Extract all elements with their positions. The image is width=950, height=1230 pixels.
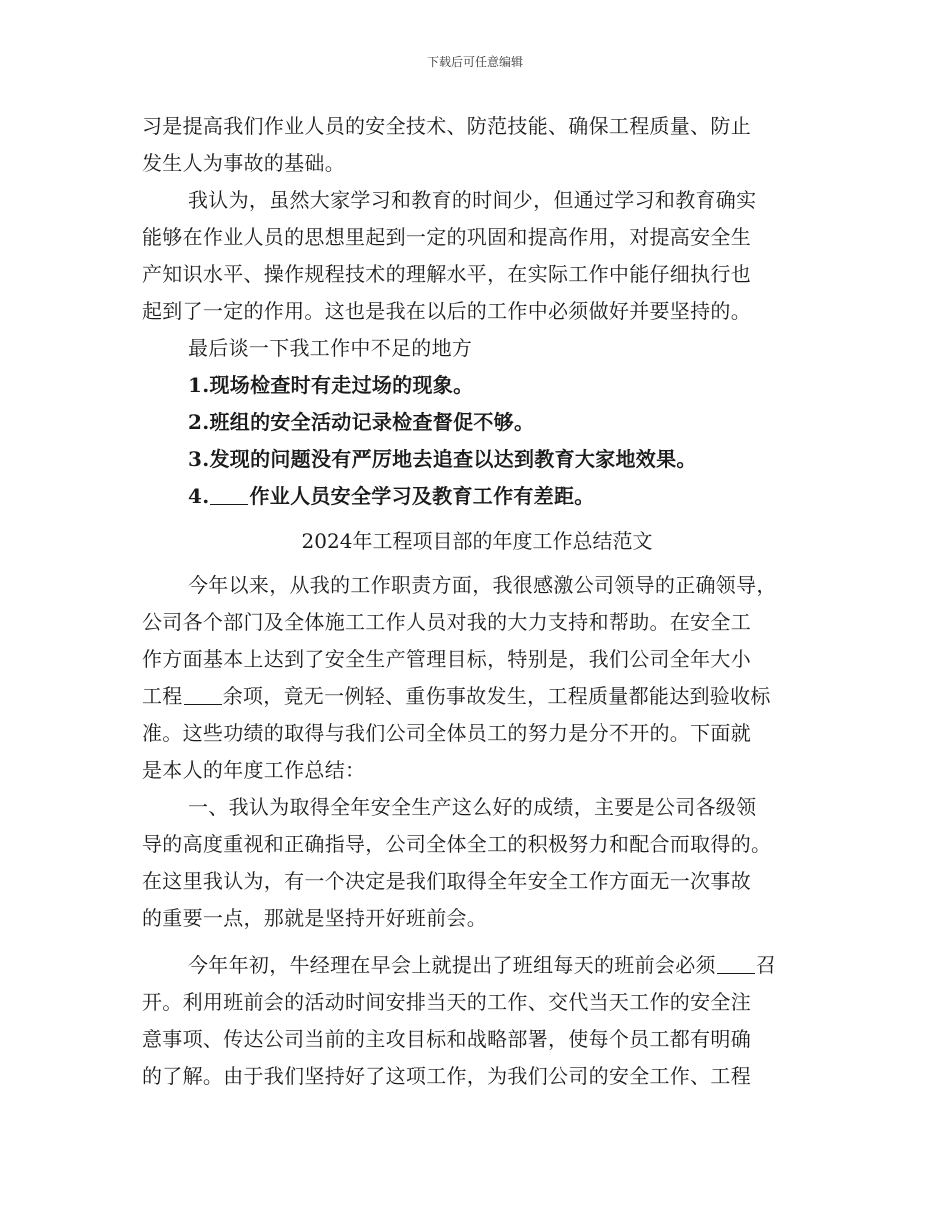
list-item: 1.现场检查时有走过场的现象。 — [188, 373, 474, 397]
paragraph-line: 意事项、传达公司当前的主攻目标和战略部署，使每个员工都有明确 — [142, 1027, 751, 1051]
page-header-note: 下载后可任意编辑 — [426, 55, 523, 69]
paragraph-line: 导的高度重视和正确指导，公司全体全工的积极努力和配合而取得的。 — [142, 832, 772, 856]
text-segment: 今年年初，牛经理在早会上就提出了班组每天的班前会必须 — [188, 953, 716, 977]
paragraph-line: 发生人为事故的基础。 — [142, 151, 345, 175]
paragraph-line: 起到了一定的作用。这也是我在以后的工作中必须做好并要坚持的。 — [142, 299, 751, 323]
list-item: 2.班组的安全活动记录检查督促不够。 — [188, 410, 535, 434]
document-body — [142, 108, 812, 1095]
paragraph-line: 能够在作业人员的思想里起到一定的巩固和提高作用，对提高安全生 — [142, 225, 751, 249]
paragraph-line: 公司各个部门及全体施工工作人员对我的大力支持和帮助。在安全工 — [142, 610, 751, 634]
paragraph-line — [142, 947, 812, 984]
paragraph-line: 习是提高我们作业人员的安全技术、防范技能、确保工程质量、防止 — [142, 114, 751, 138]
paragraph-line: 我认为，虽然大家学习和教育的时间少，但通过学习和教育确实 — [188, 188, 757, 212]
blank-underline — [184, 686, 222, 705]
paragraph-line: 是本人的年度工作总结： — [142, 758, 366, 782]
paragraph-line: 在这里我认为，有一个决定是我们取得全年安全工作方面无一次事故 — [142, 869, 751, 893]
text-segment: 工程 — [142, 684, 183, 708]
paragraph-line: 准。这些功绩的取得与我们公司全体员工的努力是分不开的。下面就 — [142, 721, 751, 745]
paragraph-line: 的重要一点，那就是坚持开好班前会。 — [142, 906, 488, 930]
paragraph-line: 作方面基本上达到了安全生产管理目标，特别是，我们公司全年大小 — [142, 647, 751, 671]
paragraph-line: 开。利用班前会的活动时间安排当天的工作、交代当天工作的安全注 — [142, 990, 751, 1014]
list-item-prefix: 4. — [188, 484, 210, 508]
blank-underline — [210, 486, 248, 505]
text-segment: 余项，竟无一例轻、重伤事故发生，工程质量都能达到验收标 — [222, 684, 771, 708]
list-item-text: 作业人员安全学习及教育工作有差距。 — [249, 484, 595, 508]
paragraph-line: 最后谈一下我工作中不足的地方 — [188, 336, 473, 360]
list-item — [142, 478, 812, 515]
paragraph-line: 产知识水平、操作规程技术的理解水平，在实际工作中能仔细执行也 — [142, 262, 751, 286]
paragraph-line — [142, 678, 812, 715]
text-segment: 召 — [755, 953, 777, 977]
paragraph-line: 今年以来，从我的工作职责方面，我很感激公司领导的正确领导， — [188, 573, 777, 597]
list-item: 3.发现的问题没有严厉地去追查以达到教育大家地效果。 — [188, 447, 697, 471]
blank-underline — [717, 955, 755, 974]
paragraph-line: 的了解。由于我们坚持好了这项工作，为我们公司的安全工作、工程 — [142, 1064, 751, 1088]
section-title: 2024年工程项目部的年度工作总结范文 — [301, 529, 653, 553]
paragraph-gap — [142, 937, 812, 947]
paragraph-line: 一、我认为取得全年安全生产这么好的成绩，主要是公司各级领 — [188, 795, 757, 819]
